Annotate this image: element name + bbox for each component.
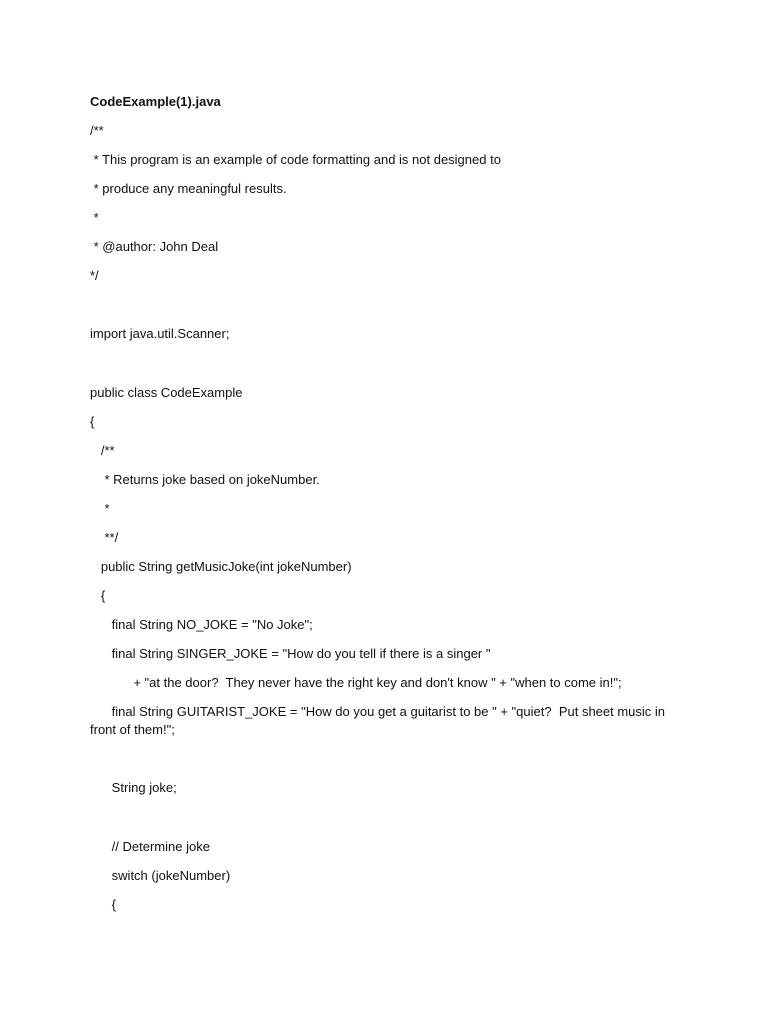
code-line: * @author: John Deal (90, 239, 219, 254)
code-line: **/ (90, 530, 119, 545)
code-line: * produce any meaningful results. (90, 181, 287, 196)
code-line: public String getMusicJoke(int jokeNumber) (90, 559, 352, 574)
code-line: final String NO_JOKE = "No Joke"; (90, 617, 313, 632)
code-line: + "at the door? They never have the right key and don't know " + "when to come in!"; (90, 675, 622, 690)
code-line: */ (90, 268, 99, 283)
code-line: { (90, 588, 106, 603)
code-line: // Determine joke (90, 839, 210, 854)
code-line: switch (jokeNumber) (90, 868, 231, 883)
document-title: CodeExample(1).java (90, 94, 221, 109)
code-line: * Returns joke based on jokeNumber. (90, 472, 320, 487)
code-line: String joke; (90, 780, 177, 795)
code-line: /** (90, 123, 104, 138)
code-line: import java.util.Scanner; (90, 326, 230, 341)
code-line: public class CodeExample (90, 385, 243, 400)
code-line: /** (90, 443, 115, 458)
code-line: * (90, 501, 110, 516)
code-line: * This program is an example of code formatting and is not designed to (90, 152, 501, 167)
code-line-wrapped: final String GUITARIST_JOKE = "How do you get a guitarist to be " + "quiet? Put sheet music in front of them!"; (90, 704, 669, 737)
code-line: { (90, 897, 117, 912)
code-line: final String SINGER_JOKE = "How do you tell if there is a singer " (90, 646, 491, 661)
code-line: { (90, 414, 95, 429)
code-line: * (90, 210, 99, 225)
